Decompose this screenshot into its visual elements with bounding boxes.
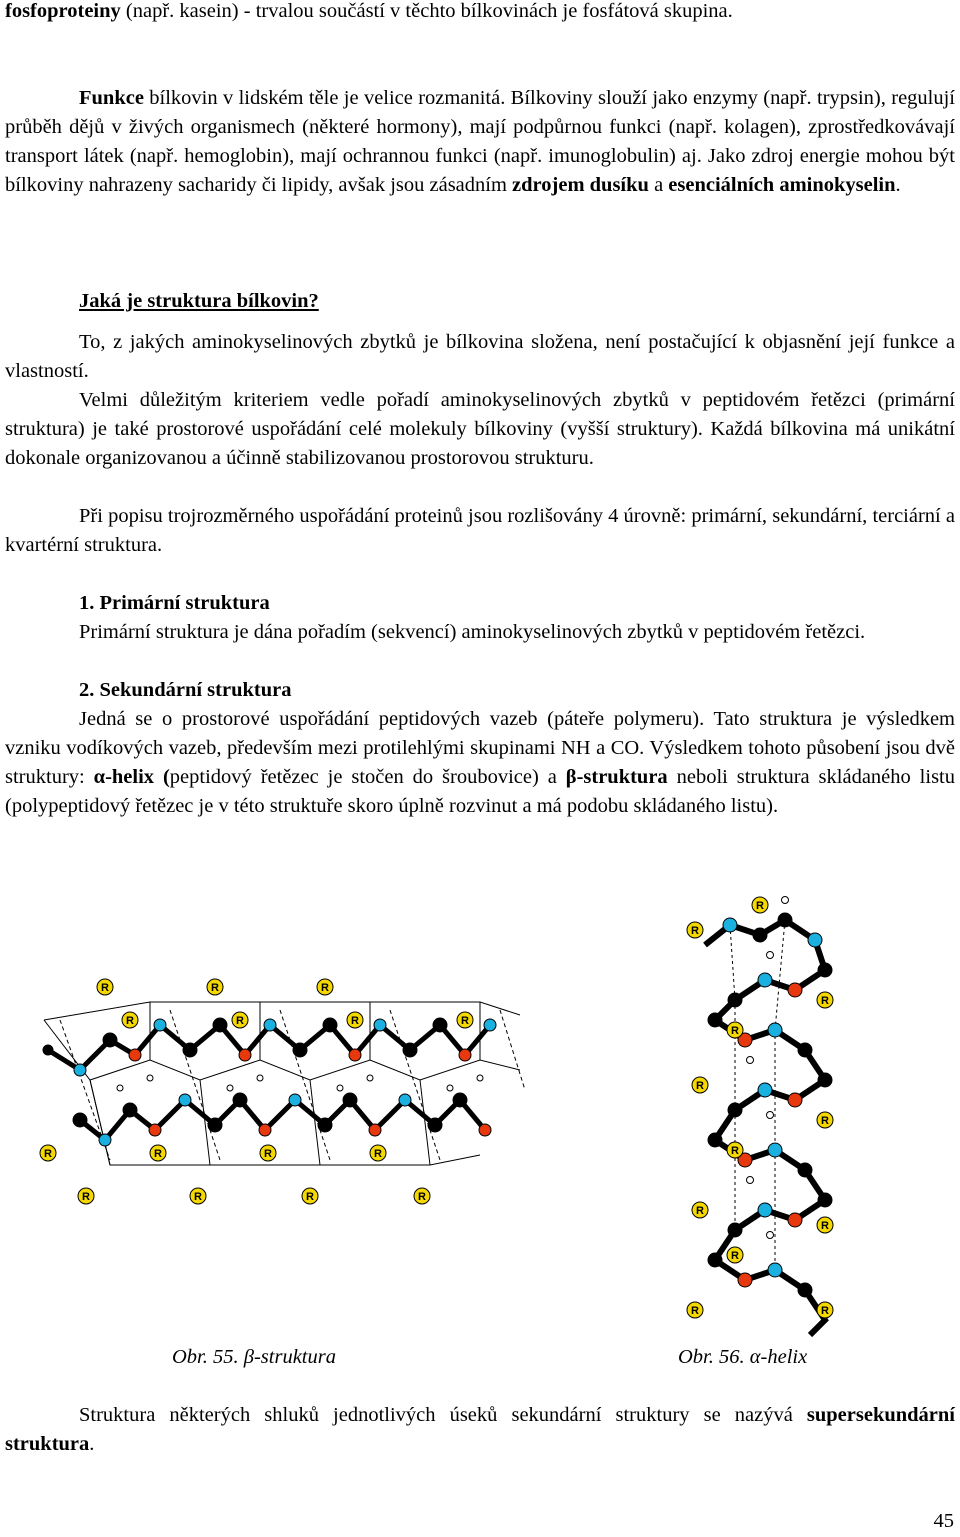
paragraph-functions: Funkce bílkovin v lidském těle je velice rozmanitá. Bílkoviny slouží jako enzymy (např. trypsin), regulují průběh dějů v živých organismech (některé hormony), mají podpůrnou funkci (např. kolagen), zprostředkovávají transport látek (např. hemoglobin), mají ochrannou funkci (např. imunoglobulin) aj. Jako zdroj energie mohou být bílkoviny nahrazeny sacharidy či lipidy, avšak jsou zásadním zdrojem dusíku a esenciálních aminokyselin. [5, 87, 955, 196]
r-label: R [194, 1191, 202, 1203]
r-label: R [44, 1148, 52, 1160]
r-label: R [126, 1015, 134, 1027]
r-label: R [691, 925, 699, 937]
paragraph-secondary: Jedná se o prostorové uspořádání peptidových vazeb (páteře polymeru). Tato struktura je výsledkem vzniku vodíkových vazeb, především mezi protilehlými skupinami NH a CO. Výsledkem tohoto působení jsou dvě struktury: α-helix (peptidový řetězec je stočen do šroubovice) a β-struktura neboli struktura skládaného listu (polypeptidový řetězec je v této struktuře skoro úplně rozvinut a má podobu skládaného listu). [5, 708, 955, 817]
paragraph-criteria: Velmi důležitým kriteriem vedle pořadí aminokyselinových zbytků v peptidovém řetězci (primární struktura) je také prostorové uspořádání celé molekuly bílkoviny (vyšší struktury). Každá bílkovina má unikátní dokonale organizovanou a účinně stabilizovanou prostorovou strukturu. [5, 389, 955, 469]
heading-secondary-structure: 2. Sekundární struktura [79, 679, 292, 701]
alpha-helix-figure [675, 880, 845, 1340]
paragraph-primary: Primární struktura je dána pořadím (sekvencí) aminokyselinových zbytků v peptidovém řetězci. [79, 621, 866, 643]
r-label: R [351, 1015, 359, 1027]
r-label: R [821, 1305, 829, 1317]
beta-sheet-figure [30, 970, 530, 1210]
r-label: R [374, 1148, 382, 1160]
r-label: R [696, 1205, 704, 1217]
r-label: R [418, 1191, 426, 1203]
r-label: R [756, 900, 764, 912]
r-label: R [236, 1015, 244, 1027]
caption-beta-structure: Obr. 55. β-struktura [172, 1346, 336, 1368]
r-label: R [321, 982, 329, 994]
paragraph-levels: Při popisu trojrozměrného uspořádání proteinů jsou rozlišovány 4 úrovně: primární, sekundární, terciární a kvartérní struktura. [5, 505, 955, 556]
heading-primary-structure: 1. Primární struktura [79, 592, 270, 614]
r-label: R [306, 1191, 314, 1203]
r-label: R [821, 1115, 829, 1127]
r-label: R [211, 982, 219, 994]
r-label: R [101, 982, 109, 994]
r-label: R [154, 1148, 162, 1160]
page-number: 45 [933, 1510, 954, 1532]
r-label: R [731, 1025, 739, 1037]
r-label: R [821, 995, 829, 1007]
r-label: R [461, 1015, 469, 1027]
r-label: R [731, 1145, 739, 1157]
r-label: R [696, 1080, 704, 1092]
heading-protein-structure: Jaká je struktura bílkovin? [79, 290, 319, 312]
r-label: R [264, 1148, 272, 1160]
paragraph-phosphoproteins: fosfoproteiny (např. kasein) - trvalou součástí v těchto bílkovinách je fosfátová skupina. [5, 0, 733, 22]
caption-alpha-helix: Obr. 56. α-helix [678, 1346, 808, 1368]
paragraph-supersecondary: Struktura některých shluků jednotlivých úseků sekundární struktury se nazývá supersekundární struktura. [5, 1404, 955, 1455]
paragraph-composition: To, z jakých aminokyselinových zbytků je bílkovina složena, není postačující k objasnění její funkce a vlastností. [5, 331, 955, 382]
r-label: R [821, 1220, 829, 1232]
r-label: R [82, 1191, 90, 1203]
r-label: R [691, 1305, 699, 1317]
r-label: R [731, 1250, 739, 1262]
